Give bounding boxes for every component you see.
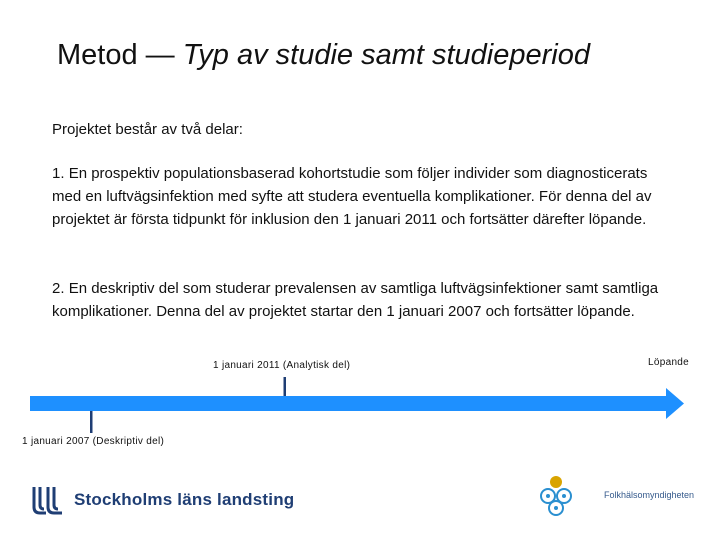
timeline-bar	[30, 396, 670, 411]
timeline-label-2011: 1 januari 2011 (Analytisk del)	[213, 360, 351, 371]
item-1-text: En prospektiv populationsbaserad kohortstudie som följer individer som diagnosticerats med en luftvägsinfektion med syfte att studera eventuella komplikationer. För denna del av projektet är första tidpunkt för inklusion den 1 januari 2011 och fortsätter därefter löpande.	[52, 165, 652, 228]
sll-brand-text: Stockholms läns landsting	[74, 490, 295, 509]
fhm-emblem-icon	[538, 470, 598, 520]
marker-2007	[90, 411, 93, 433]
fhm-agency-text: Folkhälsomyndigheten	[604, 490, 695, 500]
sll-logo-icon	[30, 485, 66, 515]
item-2-text: En deskriptiv del som studerar prevalensen av samtliga luftvägsinfektioner samt samtliga komplikationer. Denna del av projektet startar den 1 januari 2007 och fortsätter löpande.	[52, 280, 659, 320]
timeline-arrowhead	[666, 388, 684, 419]
title-prefix: Metod —	[57, 39, 183, 71]
timeline-label-2007: 1 januari 2007 (Deskriptiv del)	[22, 436, 165, 447]
marker-2011	[284, 377, 287, 396]
item-2-number: 2.	[52, 280, 65, 297]
timeline-label-ongoing: Löpande	[648, 357, 690, 368]
item-1-number: 1.	[52, 165, 65, 182]
sll-logo	[30, 484, 294, 516]
title-italic: Typ av studie samt studieperiod	[182, 39, 590, 71]
intro-text: Projektet består av två delar:	[52, 121, 243, 138]
fhm-logo	[538, 470, 694, 520]
